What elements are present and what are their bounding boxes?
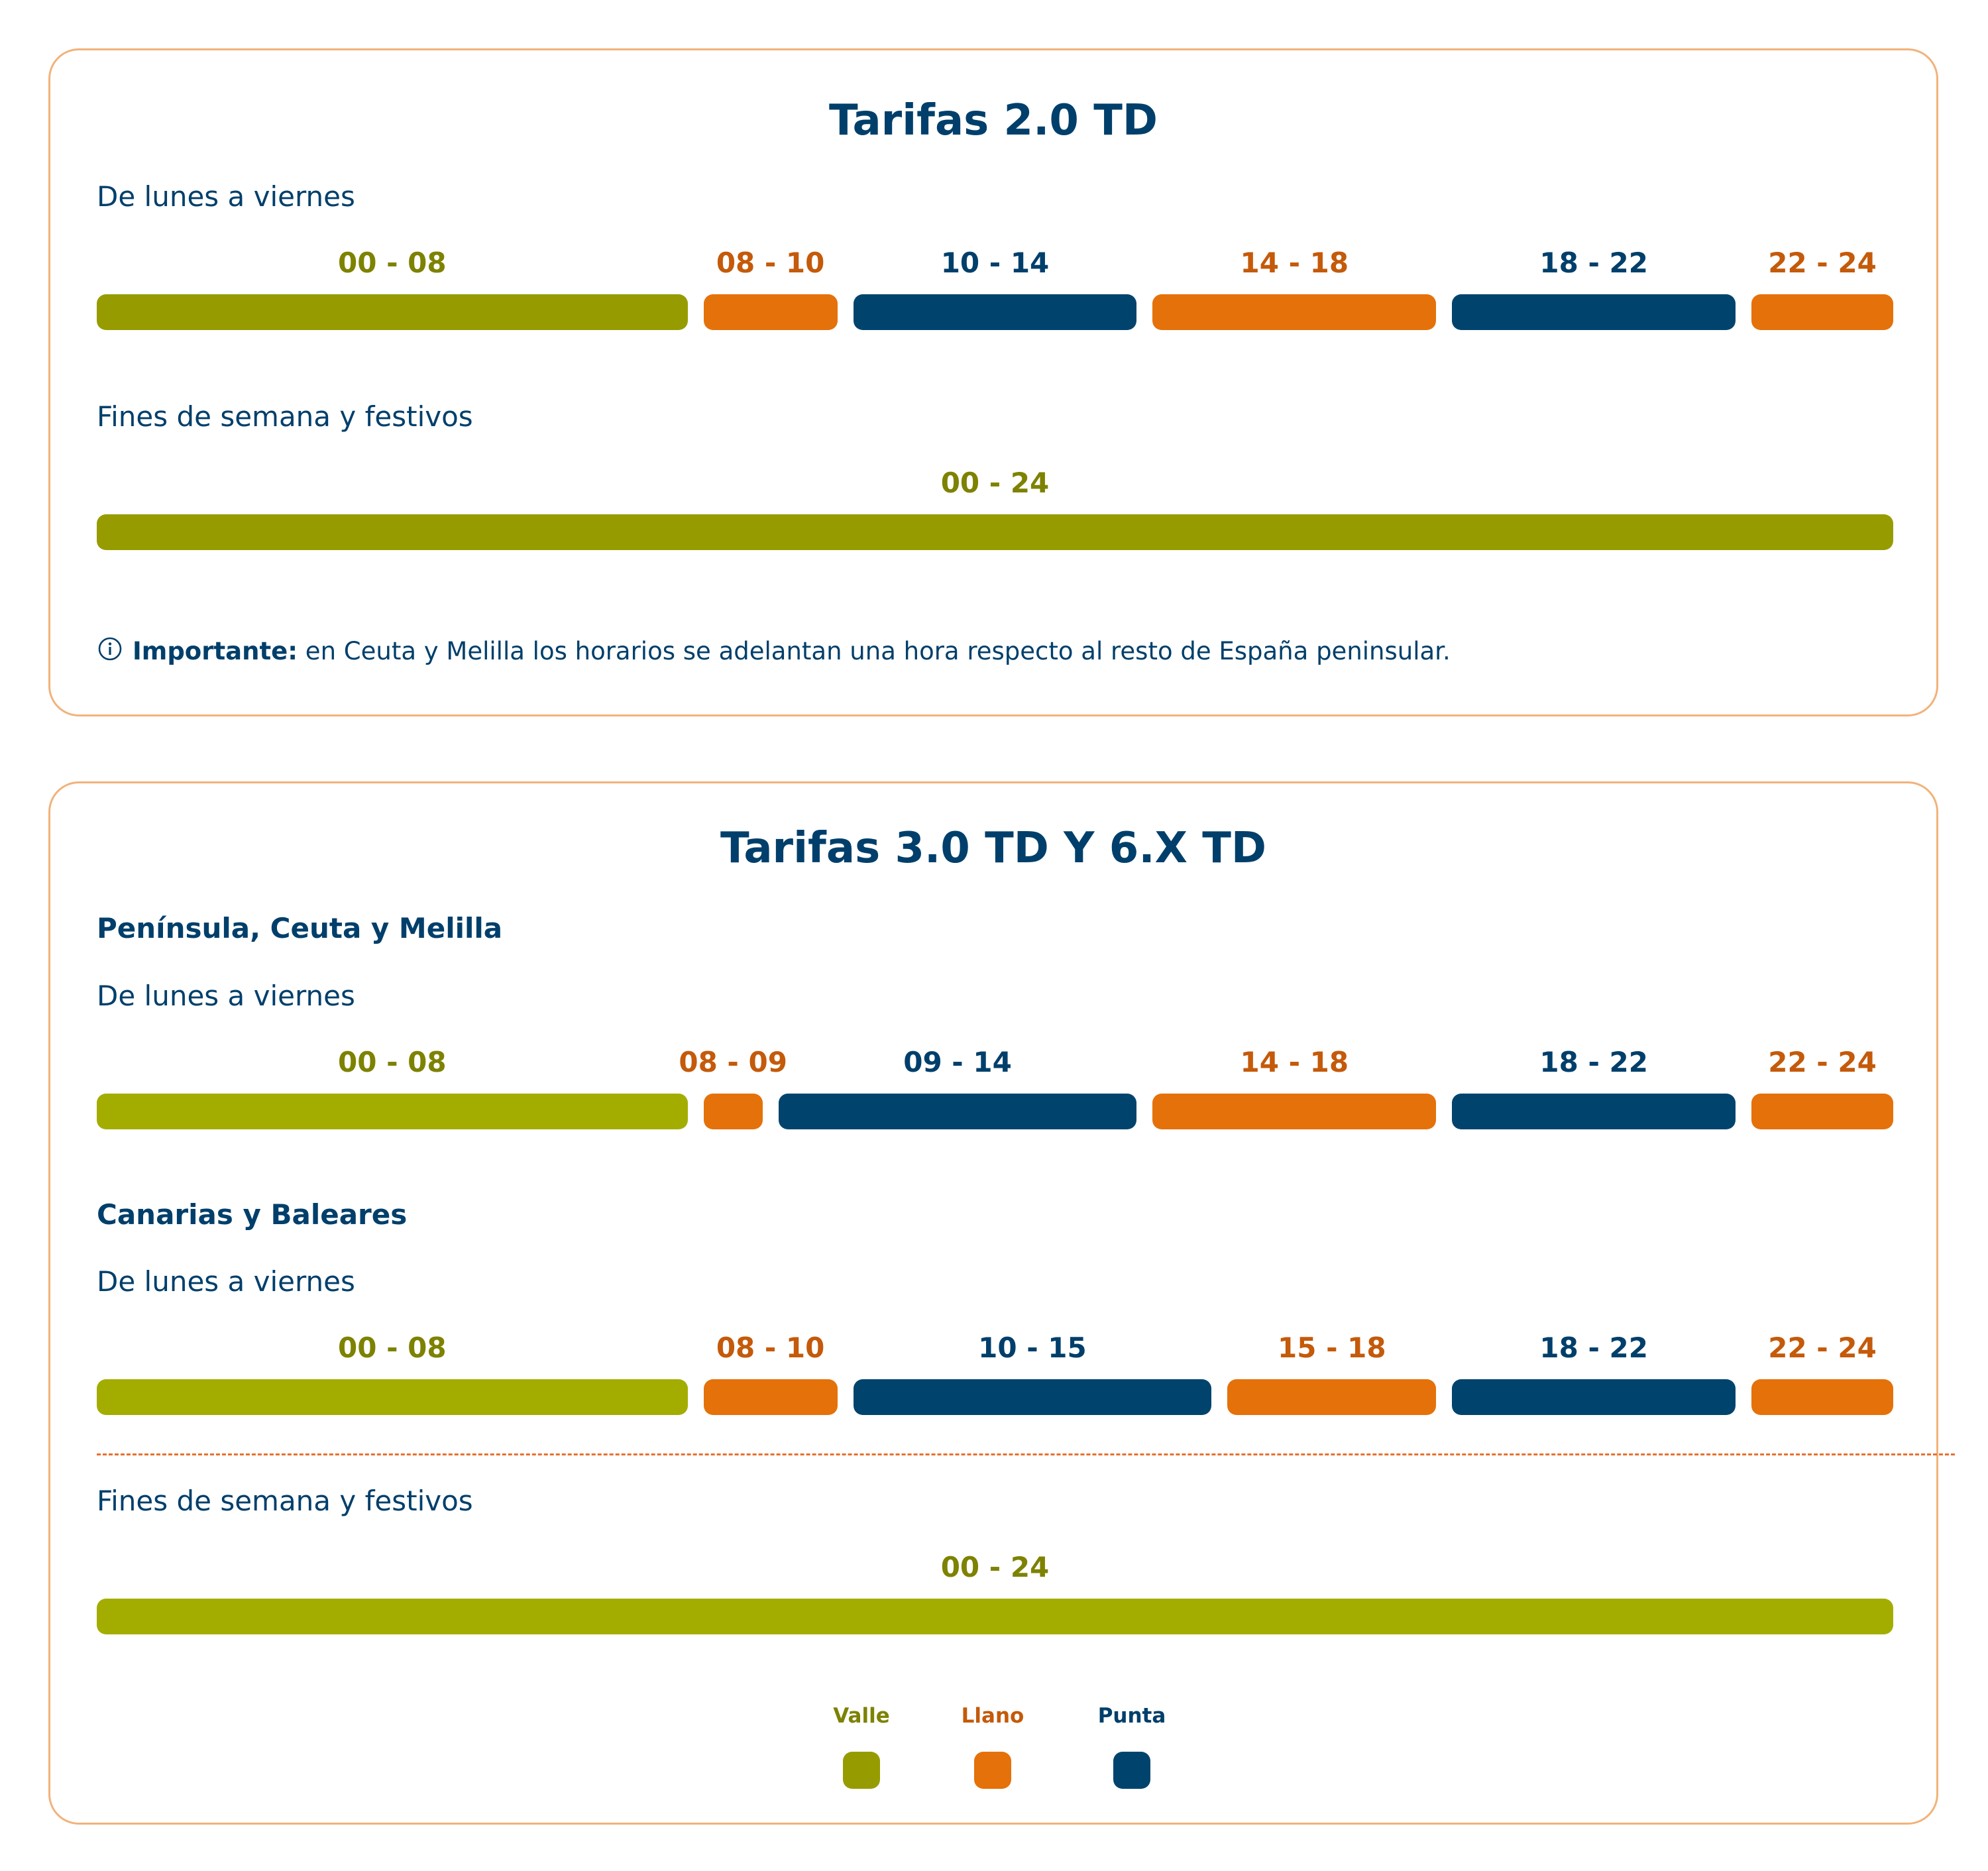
- segment-bar-llano: [1227, 1379, 1436, 1415]
- segment-bar-llano: [1751, 1379, 1893, 1415]
- legend-swatch-punta: [1113, 1752, 1150, 1789]
- segment-range-label: 14 - 18: [1240, 247, 1349, 279]
- segment-bar-valle: [97, 294, 688, 330]
- segment-bar-llano: [704, 1379, 838, 1415]
- segment-bar-llano: [1751, 294, 1893, 330]
- segment-range-label: 00 - 24: [940, 467, 1050, 499]
- tarifas-3-0-6x-card: [48, 781, 1938, 1825]
- weekday-label: De lunes a viernes: [97, 180, 355, 213]
- legend-item-punta: [1092, 1706, 1172, 1789]
- segment-bar-llano: [704, 1094, 763, 1129]
- card-title: Tarifas 2.0 TD: [829, 96, 1158, 145]
- legend-swatch-llano: [974, 1752, 1011, 1789]
- segment-range-label: 08 - 10: [716, 247, 825, 279]
- segment-range-label: 00 - 08: [338, 1332, 447, 1364]
- region-canarias-label: Canarias y Baleares: [97, 1198, 408, 1231]
- segment-range-label: 18 - 22: [1539, 247, 1648, 279]
- segment-bar-valle: [97, 1599, 1893, 1634]
- tarifas-2-0-card: [48, 48, 1938, 716]
- segment-range-label: 00 - 24: [940, 1551, 1050, 1583]
- segment-range-label: 10 - 14: [940, 247, 1050, 279]
- region2-weekday-label: De lunes a viernes: [97, 1265, 355, 1298]
- segment-bar-llano: [1152, 294, 1436, 330]
- segment-bar-valle: [97, 1094, 688, 1129]
- region1-weekday-label: De lunes a viernes: [97, 980, 355, 1012]
- legend-label: Llano: [961, 1704, 1024, 1728]
- weekend-label: Fines de semana y festivos: [97, 1485, 473, 1517]
- legend-item-llano: [953, 1706, 1032, 1789]
- segment-range-label: 14 - 18: [1240, 1046, 1349, 1078]
- info-icon: [97, 636, 123, 666]
- segment-bar-llano: [704, 294, 838, 330]
- segment-bar-punta: [854, 1379, 1212, 1415]
- segment-range-label: 18 - 22: [1539, 1046, 1648, 1078]
- segment-range-label: 18 - 22: [1539, 1332, 1648, 1364]
- weekend-label: Fines de semana y festivos: [97, 400, 473, 433]
- segment-bar-punta: [779, 1094, 1137, 1129]
- segment-range-label: 22 - 24: [1768, 247, 1877, 279]
- legend-label: Punta: [1097, 1704, 1166, 1728]
- segment-range-label: 22 - 24: [1768, 1332, 1877, 1364]
- region-peninsula-label: Península, Ceuta y Melilla: [97, 912, 503, 944]
- legend-swatch-valle: [843, 1752, 880, 1789]
- segment-range-label: 08 - 10: [716, 1332, 825, 1364]
- segment-bar-punta: [1452, 1379, 1736, 1415]
- important-note: [97, 639, 1451, 666]
- dashed-divider: [97, 1453, 1955, 1455]
- note-bold: Importante:: [133, 637, 298, 665]
- note-text: en Ceuta y Melilla los horarios se adelantan una hora respecto al resto de España peninsular.: [298, 637, 1451, 665]
- segment-bar-llano: [1751, 1094, 1893, 1129]
- card-title: Tarifas 3.0 TD Y 6.X TD: [720, 824, 1267, 873]
- segment-bar-valle: [97, 514, 1893, 550]
- segment-bar-llano: [1152, 1094, 1436, 1129]
- segment-range-label: 10 - 15: [978, 1332, 1087, 1364]
- segment-range-label: 00 - 08: [338, 247, 447, 279]
- segment-bar-punta: [1452, 1094, 1736, 1129]
- segment-range-label: 08 - 09: [679, 1046, 787, 1078]
- segment-bar-punta: [1452, 294, 1736, 330]
- segment-bar-punta: [854, 294, 1137, 330]
- segment-range-label: 15 - 18: [1278, 1332, 1386, 1364]
- legend-item-valle: [822, 1706, 901, 1789]
- legend-label: Valle: [833, 1704, 890, 1728]
- segment-range-label: 22 - 24: [1768, 1046, 1877, 1078]
- segment-range-label: 00 - 08: [338, 1046, 447, 1078]
- segment-bar-valle: [97, 1379, 688, 1415]
- segment-range-label: 09 - 14: [903, 1046, 1012, 1078]
